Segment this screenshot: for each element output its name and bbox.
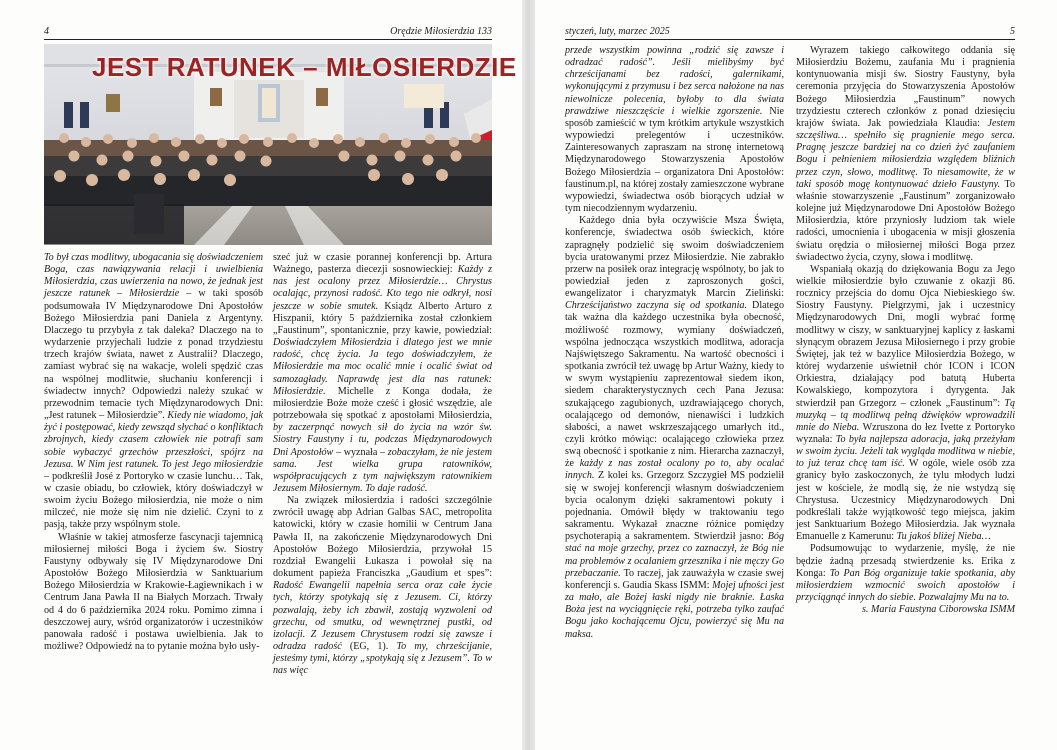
italic-text-run: To był czas modlitwy, ubogacania się doświadczeniem Boga, czas nawiązywania relacji i uwielbienia Miłosierdzia, czas uwierzenia na nowo, że jednak jest jeszcze ratunek – Miłosierdzie bbox=[44, 252, 263, 300]
text-run: To właśnie stowarzyszenie „Faustinum” zorganizowało kolejne już Międzynarodowe Dni Apostołów Bożego Miłosierdzia, które przyniosły ludziom tak wiele radości, umocnienia i ubogacenia w misji głoszenia światu orędzia o miłosiernej miłości Boga przez świadectwo życia, czyny, słowa i modlitwę. bbox=[796, 178, 1015, 263]
text-run: Właśnie w takiej atmosferze fascynacji tajemnicą miłosiernej miłości Boga i życiem św. Siostry Faustyny odbywały się IV Międzynarodowe Dni Apostołów Bożego Miłosierdzia w Sanktuarium Bożego Miłosierdzia w Krakowie-Łagiewnikach i w Centrum Jana Pawła II na Białych Morzach. Trwały od 4 do 6 października 2024 roku. Pomimo zimna i deszczowej aury, wśród organizatorów i uczestników panowała radość i postawa uwielbienia. Jak to możliwe? Odpowiedź na to pytanie można było usły- bbox=[44, 531, 263, 652]
paragraph bbox=[44, 252, 263, 532]
text-run: Z kolei ks. Grzegorz Szczygieł MS podzielił się w swojej konferencji własnym doświadczeniem bycia ocalonym dzięki sakramentowi pokuty i pojednania. Omówił błędy w traktowaniu tego sakramentu. Wykazał znaczne różnice pomiędzy psychoterapią a sakramentem. Stwierdził jasno: bbox=[565, 470, 784, 543]
italic-text-run: Radość Ewangelii napełnia serca oraz całe życie tych, którzy spotykają się z Jezusem. Ci, którzy pozwalają, żeby ich zbawił, zostają wyzwoleni od grzechu, od smutku, od wewnętrznej pustki, od izolacji. Z Jezusem Chrystusem rodzi się zawsze i odradza radość bbox=[273, 580, 492, 652]
text-run: Każdego dnia była oczywiście Msza Święta, konferencje, świadectwa osób świeckich, które zapragnęły podzielić się swoim doświadczeniem bycia uratowanymi przez Miłosierdzie. Nie zabrakło przerw na posiłek oraz integrację wspólnoty, bo jak to powiedział jeden z zaproszonych gości, ewangelizator i charyzmatyk Marcin Zieliński: bbox=[565, 215, 784, 300]
italic-text-run: każdy z nas został ocalony po to, aby ocalać innych. bbox=[565, 458, 785, 482]
text-run: To raczej, jak zauważyła w czasie swej konferencji s. Gaudia Skass ISMM: bbox=[565, 567, 784, 591]
paragraph bbox=[796, 264, 1015, 544]
left-page-column-2 bbox=[273, 252, 492, 677]
paragraph bbox=[796, 45, 1015, 264]
italic-text-run: Tą muzyką – tą modlitwą pełną dźwięków wprowadzili mnie do Nieba. bbox=[796, 397, 1015, 433]
italic-text-run: by zaczerpnąć nowych sił do życia na wzór św. Siostry Faustyny i tu, podczas Międzynarodowych Dni Apostołów bbox=[273, 422, 492, 458]
text-run: Na związek miłosierdzia i radości szczególnie zwrócił uwagę abp Adrian Galbas SAC, metropolita katowicki, który w czasie homilii w Centrum Jana Pawła II, na zakończenie Międzynarodowych Dni Apostołów Bożego Miłosierdzia, przywołał 15 rozdział Ewangelii Łukasza i powołał się na dokument papieża Franciszka „Gaudium et spes”: bbox=[273, 495, 492, 580]
text-run: Podsumowując to wydarzenie, myślę, że nie będzie żadną przesadą stwierdzenie ks. Erika z Konga: bbox=[796, 543, 1015, 579]
text-run: Wspaniałą okazją do dziękowania Bogu za Jego wielkie miłosierdzie było czuwanie z okazji 86. rocznicy przejścia do domu Ojca Niebieskiego św. Siostry Faustyny. Pielgrzymi, jak i uczestnicy Międzynarodowych Dni, mogli wybrać formę modlitwy w ciszy, w sanktuaryjnej kaplicy z łaskami słynącym obrazem Jezusa Miłosiernego i przy grobie Świętej, jak też w bazylice Miłosierdzia Bożego, w której wydarzenie uświetnił chór ICON i ICON Orkiestra, działający pod batutą Huberta Kowalskiego, kompozytora i dyrygenta. Jak stwierdził pan Grzegorz – członek „Faustinum”: bbox=[796, 263, 1015, 409]
author-signature: s. Maria Faustyna Ciborowska ISMM bbox=[862, 604, 1015, 616]
italic-text-run: Każdy z nas jest ocalony przez Miłosierdzie… Chrystus ocalając, przynosi radość. Kto tego nie odkrył, nosi jeszcze w sobie smutek. bbox=[273, 264, 492, 312]
text-run: Ksiądz Alberto Arturo z Hiszpanii, który 5 października został członkiem „Faustinum”, spontanicznie, przy kawie, powiedział: bbox=[273, 300, 492, 336]
italic-text-run: zobaczyłam, że nie jestem sama. Jest wielka grupa ratowników, współpracujących z tym największym ratownikiem Jezusem Miłosiernym. To daje radość. bbox=[273, 446, 493, 494]
paragraph bbox=[565, 215, 784, 640]
italic-text-run: Jestem szczęśliwa… spełniło się pragnienie mego serca. Pragnę jeszcze bardziej na co dzień żyć zaufaniem Bogu i pełnieniem miłosierdzia względem bliźnich przez czyn, słowo, modlitwę. To niesamowite, że w taki sposób mogę kontynuować dzieło Faustyny. bbox=[796, 117, 1015, 190]
italic-text-run: Kiedy nie wiadomo, jak żyć i postępować, kiedy zewsząd słychać o konfliktach zbrojnych, kiedy czasem człowiek nie potrafi sam sobie wybaczyć grzechów przeszłości, spójrz na Jezusa. W Nim jest ratunek. To jest Jego miłosierdzie bbox=[44, 410, 263, 470]
text-run: Wzruszona do łez Ivette z Portoryko wyznała: bbox=[796, 421, 1016, 445]
text-run: Dlatego tak ważna dla każdego uczestnika była obecność, możliwość rozmowy, wymiany doświadczeń, wspólna jednocząca wszystkich modlitwa, adoracja Najświętszego Sakramentu. Na wartość obecności i spotkania zwrócił też uwagę bp Artur Ważny, kiedy to w swym wystąpieniu zaprezentował siedem ikon, siedem charakterystycznych cech Pana Jezusa: szukającego zagubionych, uzdrawiającego chorych, ocalającego od demonów, nienawiści i ludzkich słabości, a nawet wskrzeszającego umarłych itd., czyli krótko mówiąc: ocalającego człowieka przez swą obecność i spotkanie z nim. Hierarcha zaznaczył, że bbox=[565, 300, 784, 470]
left-page bbox=[0, 0, 522, 750]
right-page bbox=[535, 0, 1057, 750]
text-run: Michelle z Konga dodała, że miłosierdzie Boże może cześć i głosić wszędzie, ale potrzebowała się spotkać z apostołami Miłosierdzia, bbox=[273, 385, 492, 422]
text-run: Wyrazem takiego całkowitego oddania się Miłosierdziu Bożemu, zaufania Mu i pragnienia kontynuowania misji św. Siostry Faustyny, była ceremonia przyjęcia do Stowarzyszenia Apostołów Bożego Miłosierdzia „Faustinum” nowych trzydziestu czterech członków z ponad dziesięciu krajów świata. Jak powiedziała Klaudia: bbox=[796, 45, 1015, 129]
text-run: – podkreślił José z Portoryko w czasie lunchu… Tak, w czasie obiadu, bo człowiek, który doświadczył w swoim życiu Bożego miłosierdzia, nie może o nim milczeć, nie może się nim nie dzielić. Czyni to z pasją, także przy wspólnym stole. bbox=[44, 470, 263, 531]
italic-text-run: To Pan Bóg organizuje takie spotkania, aby miłosierdziem wzmocnić swoich apostołów i przyciągnąć innych do siebie. Pozwalajmy Mu na to. bbox=[796, 567, 1015, 604]
paragraph bbox=[273, 495, 492, 677]
italic-text-run: Doświadczyłem Miłosierdzia i dlatego jest we mnie radość, chcę życia. Ja tego doświadczyłem, że Miłosierdzie ma moc ocalić mnie i ocalić świat od samozagłady. Naprawdę jest dla nas ratunek: Miłosierdzie. bbox=[273, 337, 492, 397]
paragraph bbox=[796, 543, 1015, 604]
page-number-left: 4 bbox=[44, 26, 49, 37]
text-run: – wyznała – bbox=[333, 446, 388, 458]
italic-text-run: Chrześcijaństwo zaczyna się od spotkania. bbox=[565, 300, 747, 312]
italic-text-run: To była najlepsza adoracja, jaką przeżyłam w swoim życiu. Jeżeli tak wygląda modlitwa w niebie, to już teraz chcę tam iść. bbox=[796, 434, 1015, 470]
header-rule-right bbox=[565, 39, 1015, 40]
italic-text-run: To my, chrześcijanie, jesteśmy tymi, którzy „spotykają się z Jezusem”. To w nas więc bbox=[273, 641, 492, 677]
running-title-left: Orędzie Miłosierdzia 133 bbox=[390, 26, 492, 37]
text-run: Nie sposób zamieścić w tym krótkim artykule wszystkich wypowiedzi prelegentów i uczestników. Zainteresowanych zapraszam na stronę internetową Międzynarodowego Stowarzyszenia Apostołów Bożego Miłosierdzia – organizatora Dni Apostołów: faustinum.pl, na której zostały zamieszczone wybrane wypowiedzi, świadectwa osób biorących udział w tym niecodziennym wydarzeniu. bbox=[565, 105, 784, 215]
page-number-right: 5 bbox=[1010, 26, 1015, 37]
italic-text-run: Bóg stać na moje grzechy, przez co zaznaczył, że Bóg nie ma problemów z ocalaniem grzesznika i nie męczy Go przebaczanie. bbox=[565, 531, 784, 579]
text-run: W ogóle, wiele osób zza granicy było zaskoczonych, że tylu młodych ludzi jest w kościele, że modlą się, że nie wstydzą się Chrystusa. Uczestnicy Międzynarodowych Dni podkreślali także wyjątkowość tego miejsca, jakim jest Sanktuarium Bożego Miłosierdzia. Jak wyznała Emanuelle z Kamerunu: bbox=[796, 458, 1015, 543]
paragraph bbox=[273, 252, 492, 495]
paragraph bbox=[565, 45, 784, 215]
italic-text-run: Mojej ufności jest za mało, ale Bożej łaski nigdy nie braknie. Łaska Boża jest na wyciągnięcie ręki, potrzeba tylko zaufać Bogu jako kochającemu Ojcu, powierzyć się Mu na maksa. bbox=[565, 579, 784, 640]
paragraph bbox=[44, 532, 263, 654]
right-page-column-1 bbox=[565, 45, 784, 641]
italic-text-run: Tu jakoś bliżej Nieba… bbox=[896, 531, 991, 543]
text-run: szeć już w czasie porannej konferencji bp. Artura Ważnego, pasterza diecezji sosnowieckiej: bbox=[273, 252, 492, 276]
text-run: – w taki sposób podsumowała IV Międzynarodowe Dni Apostołów Bożego Miłosierdzia pani Daniela z Argentyny. Dlaczego tu przybyła z tak daleka? Dlaczego na to wydarzenie przyjechali ludzie z ponad trzydziestu trzech krajów świata, nawet z Australii? Dlaczego, zamiast wybrać się na wakacje, woleli spędzić czas na wspólnej modlitwie, słuchaniu konferencji i świadectw innych? Odpowiedzi należy szukać w przewodnim temacie tych Międzynarodowych Dni: „Jest ratunek – Miłosierdzie”. bbox=[44, 288, 263, 422]
header-rule-left bbox=[44, 39, 492, 40]
article-headline: JEST RATUNEK – MIŁOSIERDZIE bbox=[92, 52, 517, 82]
right-page-column-2 bbox=[796, 45, 1015, 616]
book-gutter bbox=[522, 0, 535, 750]
running-title-right: styczeń, luty, marzec 2025 bbox=[565, 26, 670, 37]
text-run: (EG, 1). bbox=[341, 641, 397, 652]
italic-text-run: przede wszystkim powinna „rodzić się zawsze i odradzać radość”. Jeśli mielibyśmy być chrześcijanami bez radości, galernikami, wykonującymi z przymusu i bez serca nałożone na nas niewolnicze polecenia, byłoby to dla świata prawdziwe nieszczęście i wielkie zgorszenie. bbox=[565, 45, 784, 117]
left-page-column-1 bbox=[44, 252, 263, 653]
